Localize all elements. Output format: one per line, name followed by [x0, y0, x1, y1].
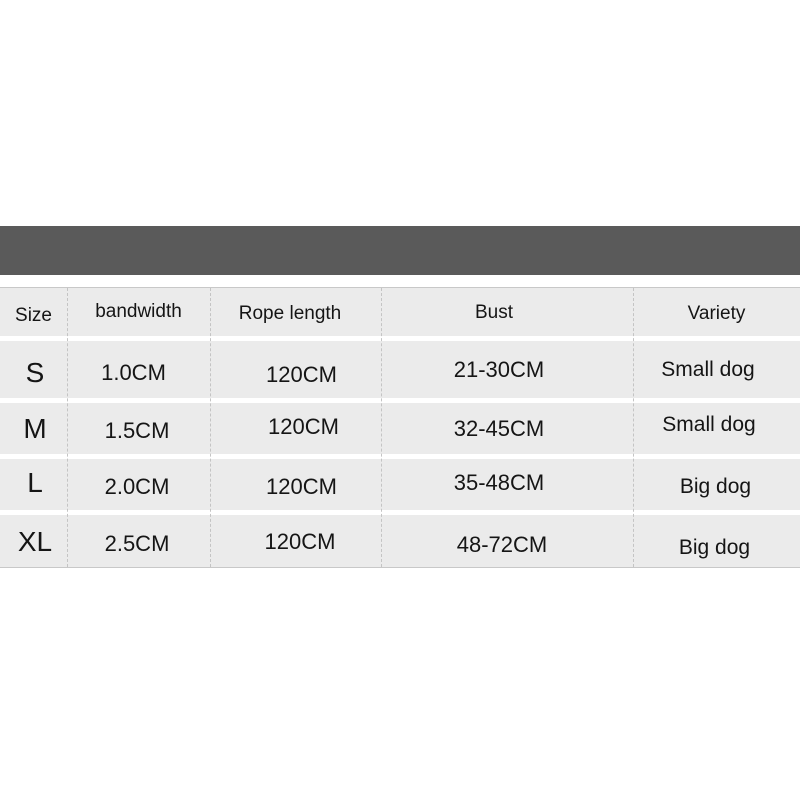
size-value: S: [25, 357, 45, 388]
bust-value: 48-72CM: [456, 532, 548, 557]
variety-value: Big dog: [678, 536, 751, 559]
bandwidth-value: 2.0CM: [104, 474, 170, 499]
header-band: [0, 226, 800, 275]
header-variety: Variety: [687, 303, 746, 324]
bust-value: 21-30CM: [453, 357, 545, 382]
rope-length-value: 120CM: [264, 529, 336, 554]
rope-length-value: 120CM: [266, 362, 337, 387]
bust-value: 32-45CM: [453, 416, 545, 441]
size-table: [0, 287, 800, 568]
header-bust: Bust: [474, 302, 514, 323]
row-separator: [0, 336, 800, 341]
rope-length-value: 120CM: [266, 474, 337, 499]
size-value: M: [23, 413, 47, 444]
bust-value: 35-48CM: [453, 470, 545, 495]
header-rope-length: Rope length: [238, 303, 342, 324]
rope-length-value: 120CM: [268, 414, 339, 439]
bandwidth-value: 1.5CM: [104, 418, 170, 443]
header-size: Size: [15, 305, 52, 326]
bandwidth-value: 1.0CM: [101, 360, 166, 385]
header-bandwidth: bandwidth: [95, 301, 182, 322]
variety-value: Small dog: [662, 413, 756, 436]
variety-value: Big dog: [679, 475, 752, 498]
size-value: XL: [17, 526, 53, 557]
bandwidth-value: 2.5CM: [104, 531, 170, 556]
variety-value: Small dog: [661, 358, 755, 381]
size-value: L: [27, 467, 43, 498]
